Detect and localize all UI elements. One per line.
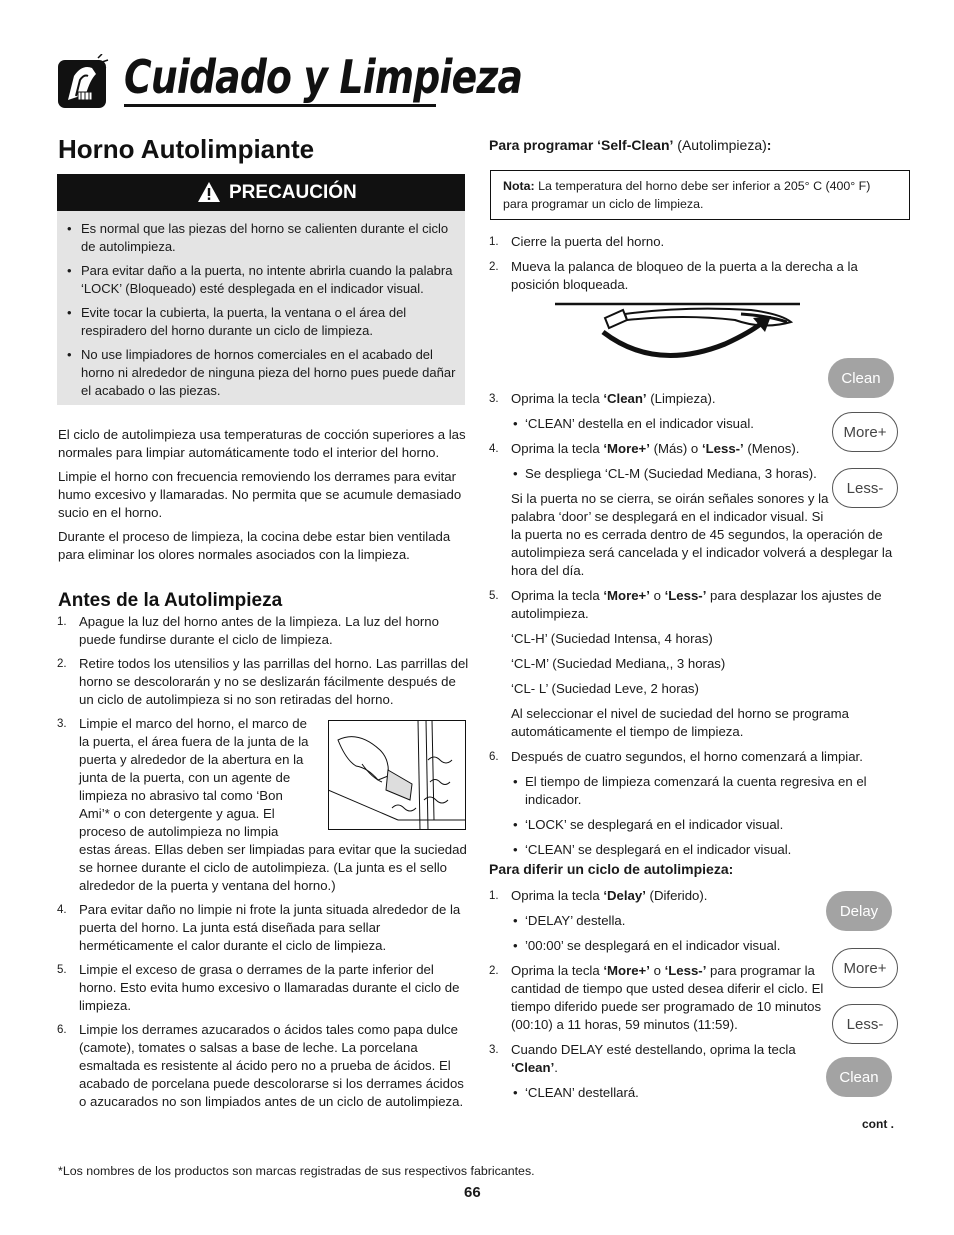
caution-item: • Es normal que las piezas del horno se calienten durante el ciclo de autolimpieza. [65, 220, 457, 256]
list-item: 6. Después de cuatro segundos, el horno comenzará a limpiar. [489, 749, 863, 764]
step-number: 3. [57, 718, 67, 730]
door-warning-text: Si la puerta no se cierra, se oirán señales sonores y la palabra ‘door’ se desplegará en el indicador visual. Si la puerta no es cerrada dentro de 45 segundos, la operación de autolimpieza será cancelada y el indicador volverá a desplegar la hora del día. [511, 491, 893, 578]
list-item: 2. Oprima la tecla ‘More+’ o ‘Less-’ para programar la cantidad de tiempo que usted desea diferir el ciclo. El tiempo diferido puede ser programado de 10 minutos (00:10) a 11 horas, 59 minutos (11:59). [489, 963, 824, 1032]
list-item: 1. Oprima la tecla ‘Delay’ (Diferido). [489, 888, 708, 903]
caution-title: PRECAUCIÓN [229, 182, 357, 203]
before-cleaning-heading: Antes de la Autolimpieza [58, 590, 283, 611]
step-text: Retire todos los utensilios y las parrillas del horno. Las parrillas del horno se descolorarán y no se deslizarán fácilmente después de un ciclo de autolimpieza si no son retiradas del horno. [79, 656, 469, 707]
door-lock-lever-illustration [555, 298, 800, 370]
note-text: La temperatura del horno debe ser inferior a 205° C (400° F) para programar un ciclo de limpieza. [503, 179, 871, 211]
page-number: 66 [464, 1184, 481, 1201]
step-line: Ami’* o con detergente y agua. El [79, 806, 275, 821]
clean-key-illustration: Clean [828, 358, 894, 398]
step-line: Limpie el marco del horno, el marco de [79, 716, 307, 731]
caution-list [65, 220, 457, 406]
step-text: Limpie el exceso de grasa o derrames de la parte inferior del horno. Esto evita humo excesivo o llamaradas durante el ciclo de limpieza. [79, 962, 460, 1013]
step-line: proceso de autolimpieza no limpia [79, 824, 279, 839]
clean-key-name: ‘Clean’ [603, 391, 647, 406]
step-text: Apague la luz del horno antes de la limpieza. La luz del horno puede fundirse durante el ciclo de limpieza. [79, 614, 439, 647]
list-item: • ‘CLEAN’ se desplegará en el indicador visual. [511, 841, 899, 859]
more-key-illustration: More+ [832, 948, 898, 988]
footnote: *Los nombres de los productos son marcas registradas de sus respectivos fabricantes. [58, 1164, 535, 1178]
list-item: 3. Cuando DELAY esté destellando, oprima la tecla ‘Clean’. [489, 1042, 796, 1075]
clean-key-illustration: Clean [826, 1057, 892, 1097]
note-label: Nota: [503, 179, 535, 193]
program-heading-bold: Para programar ‘Self-Clean’ [489, 137, 674, 153]
page-title: Cuidado y Limpieza [124, 50, 523, 104]
step-text-wrapped [79, 715, 315, 841]
intro-text [58, 426, 470, 570]
soil-level: ‘CL-M’ (Suciedad Mediana,, 3 horas) [511, 656, 726, 671]
soil-level: ‘CL-H’ (Suciedad Intensa, 4 horas) [511, 631, 713, 646]
list-item: 4. Oprima la tecla ‘More+’ (Más) o ‘Less-’ (Menos). [489, 441, 800, 456]
step-number: 5. [57, 964, 67, 976]
less-key-illustration: Less- [832, 468, 898, 508]
step-number: 1. [57, 616, 67, 628]
before-cleaning-steps [57, 613, 469, 1117]
list-item: • ‘CLEAN’ destellará. [511, 1084, 899, 1102]
list-item: • Se despliega ‘CL-M (Suciedad Mediana, 3 horas). [511, 465, 899, 483]
caution-header [57, 174, 465, 211]
step-line: puerta y alrededor de la abertura en la [79, 752, 304, 767]
soil-level: ‘CL- L’ (Suciedad Leve, 2 horas) [511, 681, 699, 696]
intro-paragraph: Limpie el horno con frecuencia removiendo los derrames para evitar humo excesivo y llamaradas. No permita que se acumule demasiado sucio en el horno. [58, 469, 462, 520]
warning-triangle-icon [197, 181, 221, 203]
section-heading: Horno Autolimpiante [58, 134, 315, 164]
caution-item: • Evite tocar la cubierta, la puerta, la ventana o el área del respiradero del horno durante un ciclo de limpieza. [65, 304, 457, 340]
note-box [490, 170, 910, 220]
less-key-illustration: Less- [832, 1004, 898, 1044]
program-heading-colon: : [766, 137, 772, 153]
step-text: Para evitar daño no limpie ni frote la junta situada alrededor de la puerta del horno. La junta está diseñada para sellar herméticamente el calor durante el ciclo de limpieza. [79, 902, 461, 953]
list-item: • ‘CLEAN’ destella en el indicador visual. [511, 415, 899, 433]
delay-key-name: ‘Delay’ [603, 888, 646, 903]
step-text: Mueva la palanca de bloqueo de la puerta a la derecha a la posición bloqueada. [511, 259, 858, 292]
list-item: • ‘DELAY’ destella. [511, 912, 899, 930]
intro-paragraph: Durante el proceso de limpieza, la cocina debe estar bien ventilada para eliminar los olores normales asociados con la limpieza. [58, 529, 451, 562]
step-number: 6. [57, 1024, 67, 1036]
defer-heading: Para diferir un ciclo de autolimpieza: [489, 861, 734, 877]
list-item: 5. Oprima la tecla ‘More+’ o ‘Less-’ para desplazar los ajustes de autolimpieza. [489, 588, 882, 621]
list-item [57, 1021, 469, 1111]
program-heading [489, 137, 771, 153]
list-item: 1. Cierre la puerta del horno. [489, 234, 665, 249]
step-text: Limpie los derrames azucarados o ácidos tales como papa dulce (camote), tomates o salsas a base de leche. La porcelana esmaltada es resistente al ácido pero no a prueba de ácidos. El acabado de porcelana puede descolorarse si los derrames ácidos o azucarados no son limpiados antes de un ciclo de autolimpieza. [79, 1022, 464, 1109]
cleaning-cloth-icon [56, 54, 112, 110]
continued-label: cont . [862, 1117, 894, 1131]
list-item: • El tiempo de limpieza comenzará la cuenta regresiva en el indicador. [511, 773, 899, 809]
step-number: 4. [57, 904, 67, 916]
list-item: • ’00:00’ se desplegará en el indicador visual. [511, 937, 899, 955]
delay-key-illustration: Delay [826, 891, 892, 931]
oven-door-cleaning-illustration [328, 720, 466, 830]
caution-box [57, 174, 465, 405]
list-item [57, 901, 469, 955]
caution-item: • Para evitar daño a la puerta, no intente abrirla cuando la palabra ‘LOCK’ (Bloqueado) esté desplegada en el indicador visual. [65, 262, 457, 298]
list-item [57, 655, 469, 709]
list-item: 2. Mueva la palanca de bloqueo de la puerta a la derecha a la posición bloqueada. [489, 259, 858, 292]
more-key-name: ‘More+’ [603, 441, 650, 456]
soil-level-note: Al seleccionar el nivel de suciedad del horno se programa automáticamente el tiempo de limpieza. [511, 706, 849, 739]
title-underline [124, 104, 436, 107]
step-line: limpieza no abrasivo tal como ‘Bon [79, 788, 283, 803]
list-item [57, 961, 469, 1015]
step-number: 2. [57, 658, 67, 670]
step-line: junta de la puerta, con un agente de [79, 770, 291, 785]
step-text: Cierre la puerta del horno. [511, 234, 665, 249]
intro-paragraph: El ciclo de autolimpieza usa temperaturas de cocción superiores a las normales para limpiar automáticamente todo el interior del horno. [58, 427, 466, 460]
caution-item: • No use limpiadores de hornos comerciales en el acabado del horno ni alrededor de ninguna pieza del horno pues puede dañar el acabado o las piezas. [65, 346, 457, 400]
list-item: 3. Oprima la tecla ‘Clean’ (Limpieza). [489, 391, 716, 406]
more-key-illustration: More+ [832, 412, 898, 452]
less-key-name: ‘Less-’ [701, 441, 744, 456]
step-text: estas áreas. Ellas deben ser limpiadas para evitar que la suciedad se hornee durante el ciclo de autolimpieza. (La junta es el sello alrededor de la puerta y ventana del horno.) [79, 842, 467, 893]
program-heading-normal: (Autolimpieza) [673, 137, 767, 153]
step-line: la puerta, el área fuera de la junta de la [79, 734, 309, 749]
list-item [57, 613, 469, 649]
list-item: • ‘LOCK’ se desplegará en el indicador visual. [511, 816, 899, 834]
